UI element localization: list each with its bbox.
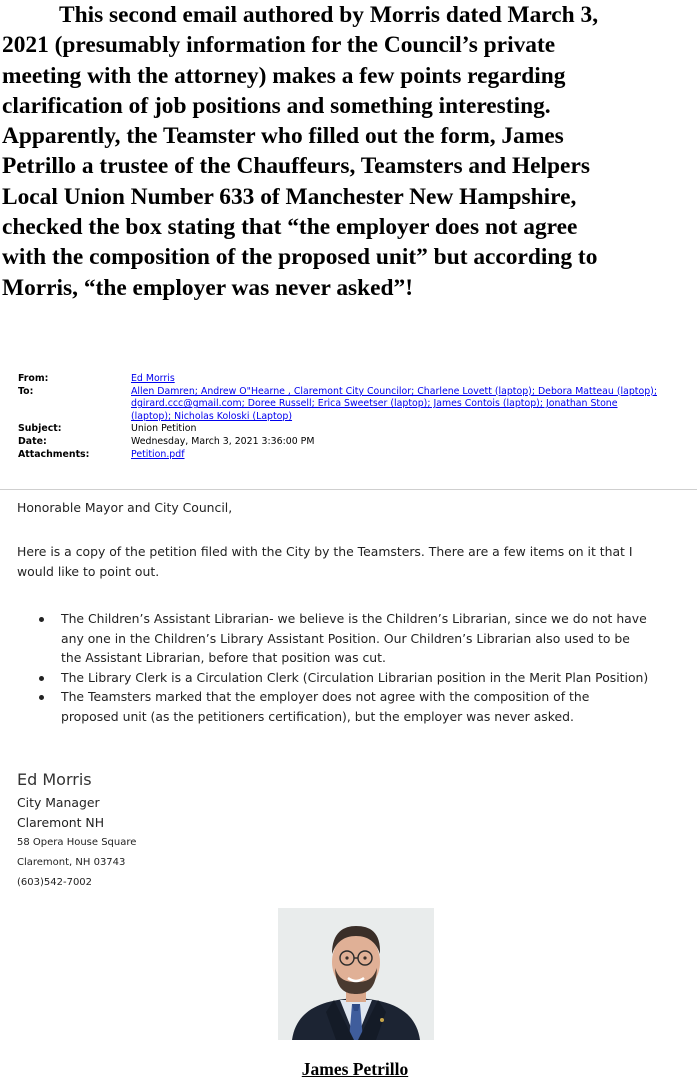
attachments-label: Attachments: [18,448,90,460]
from-label: From: [18,373,49,384]
intro-paragraph [2,0,695,303]
intro-line: with the composition of the proposed unit” but according to [2,244,598,271]
bullet-line: proposed unit (as the petitioners certification), but the employer was never asked. [61,708,574,724]
signature-title: City Manager [17,795,100,810]
intro-line: clarification of job positions and something interesting. [2,92,551,119]
email-bullet-list [17,609,697,726]
james-petrillo-photo [278,908,434,1040]
intro-line: checked the box stating that “the employer does not agree [2,214,578,241]
date-row [18,436,697,449]
paragraph-line: Here is a copy of the petition filed with the City by the Teamsters. There are a few items on it that I [17,544,633,559]
date-label: Date: [18,435,47,447]
date-value: Wednesday, March 3, 2021 3:36:00 PM [131,435,315,447]
to-recipients-line[interactable]: (laptop); Nicholas Koloski (Laptop) [131,410,293,422]
intro-line: 2021 (presumably information for the Council’s private [2,32,556,59]
bullet-line: The Library Clerk is a Circulation Clerk (Circulation Librarian position in the Merit Plan Position) [61,669,649,685]
from-link[interactable]: Ed Morris [131,373,175,384]
photo-caption: James Petrillo [301,1059,409,1079]
bullet-item [17,609,697,668]
to-recipients-line[interactable]: Allen Damren; Andrew O"Hearne , Claremont City Councilor; Charlene Lovett (laptop); Debora Matteau (laptop); [131,385,657,397]
email-paragraph [17,542,697,581]
bullet-line: any one in the Children’s Library Assistant Position. Our Children’s Librarian also used to be [61,630,630,646]
subject-row [18,423,697,436]
intro-line: Local Union Number 633 of Manchester New Hampshire, [2,183,577,210]
signature-name: Ed Morris [17,770,92,789]
signature-address-1: 58 Opera House Square [17,837,137,848]
attachment-link[interactable]: Petition.pdf [131,448,185,460]
subject-label: Subject: [18,423,62,435]
to-label: To: [18,385,34,397]
intro-line: Morris, “the employer was never asked”! [2,274,414,301]
intro-line: Petrillo a trustee of the Chauffeurs, Teamsters and Helpers [2,153,590,180]
from-row [18,373,697,386]
to-recipients-line[interactable]: dgirard.ccc@gmail.com; Doree Russell; Erica Sweetser (laptop); James Contois (laptop); Jonathan Stone [131,398,618,410]
intro-line: This second email authored by Morris dated March 3, [59,2,599,28]
email-header [18,373,697,461]
bullet-line: The Teamsters marked that the employer does not agree with the composition of the [61,689,590,704]
signature-city: Claremont NH [17,815,105,830]
subject-value: Union Petition [131,423,197,435]
paragraph-line: would like to point out. [17,563,160,579]
intro-line: Apparently, the Teamster who filled out the form, James [2,123,564,150]
bullet-item [17,668,697,688]
signature-address-2: Claremont, NH 03743 [17,857,126,868]
portrait-illustration [278,908,434,1040]
email-signature [17,767,136,893]
signature-phone: (603)542-7002 [17,877,93,888]
header-divider [0,489,697,490]
bullet-line: The Children’s Assistant Librarian- we believe is the Children’s Librarian, since we do not have [61,611,647,626]
attachments-row [18,449,697,462]
to-row [18,386,697,424]
intro-line: meeting with the attorney) makes a few points regarding [2,62,566,89]
email-greeting: Honorable Mayor and City Council, [17,500,233,515]
bullet-line: the Assistant Librarian, before that position was cut. [61,650,386,665]
bullet-item [17,687,697,726]
